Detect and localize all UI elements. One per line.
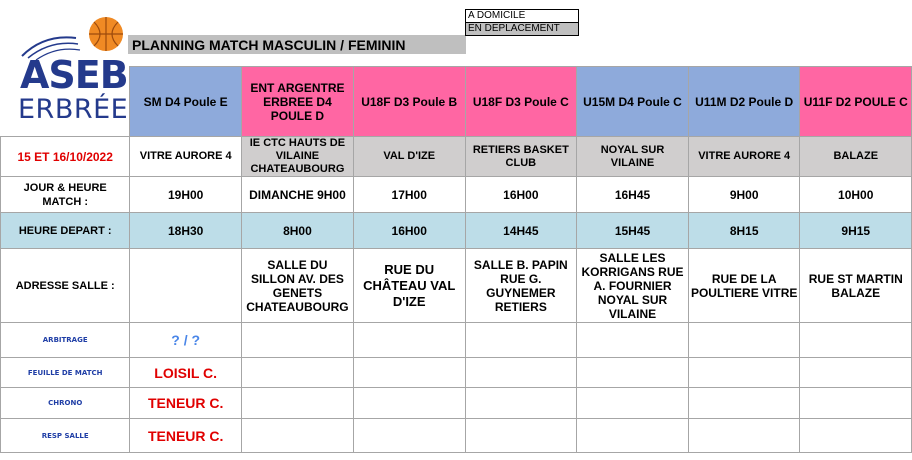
hall-manager-cell [465, 419, 577, 453]
legend [465, 9, 579, 36]
date-label: 15 ET 16/10/2022 [1, 137, 130, 177]
scoresheet-cell: LOISIL C. [130, 358, 242, 388]
team-header: U11F D2 POULE C [800, 67, 912, 137]
referee-cell [577, 323, 689, 358]
hall-manager-row [1, 419, 912, 453]
opponent-cell: VITRE AURORE 4 [130, 137, 242, 177]
hall-manager-cell [688, 419, 800, 453]
opponent-cell: NOYAL SUR VILAINE [577, 137, 689, 177]
opponent-cell: VAL D'IZE [353, 137, 465, 177]
address-cell: RUE DU CHÂTEAU VAL D'IZE [353, 249, 465, 323]
referee-label: ARBITRAGE [1, 323, 130, 358]
team-header: ENT ARGENTRE ERBREE D4 POULE D [241, 67, 353, 137]
scoresheet-cell [465, 358, 577, 388]
team-header: U18F D3 Poule C [465, 67, 577, 137]
chrono-cell [241, 388, 353, 419]
opponent-cell: IE CTC HAUTS DE VILAINE CHATEAUBOURG [241, 137, 353, 177]
match-time-label: JOUR & HEURE MATCH : [1, 177, 130, 213]
legend-away: EN DEPLACEMENT [465, 23, 579, 36]
referee-cell [241, 323, 353, 358]
chrono-cell: TENEUR C. [130, 388, 242, 419]
planning-table [0, 66, 912, 453]
hall-manager-cell [800, 419, 912, 453]
logo-cell [1, 67, 130, 137]
departure-cell: 15H45 [577, 213, 689, 249]
team-header: U18F D3 Poule B [353, 67, 465, 137]
hall-manager-cell [241, 419, 353, 453]
referee-cell [688, 323, 800, 358]
match-time-cell: 16H45 [577, 177, 689, 213]
referee-cell [353, 323, 465, 358]
address-cell [130, 249, 242, 323]
departure-cell: 18H30 [130, 213, 242, 249]
opponent-cell: RETIERS BASKET CLUB [465, 137, 577, 177]
referee-cell [800, 323, 912, 358]
address-label: ADRESSE SALLE : [1, 249, 130, 323]
opponent-cell: VITRE AURORE 4 [688, 137, 800, 177]
match-time-cell: 9H00 [688, 177, 800, 213]
team-header: SM D4 Poule E [130, 67, 242, 137]
departure-label: HEURE DEPART : [1, 213, 130, 249]
match-time-cell: DIMANCHE 9H00 [241, 177, 353, 213]
match-time-row [1, 177, 912, 213]
departure-cell: 8H15 [688, 213, 800, 249]
chrono-cell [353, 388, 465, 419]
departure-cell: 9H15 [800, 213, 912, 249]
departure-cell: 8H00 [241, 213, 353, 249]
chrono-label: CHRONO [1, 388, 130, 419]
match-time-cell: 19H00 [130, 177, 242, 213]
address-cell: SALLE B. PAPIN RUE G. GUYNEMER RETIERS [465, 249, 577, 323]
address-cell: SALLE DU SILLON AV. DES GENETS CHATEAUBOURG [241, 249, 353, 323]
departure-cell: 14H45 [465, 213, 577, 249]
scoresheet-label: FEUILLE DE MATCH [1, 358, 130, 388]
match-time-cell: 17H00 [353, 177, 465, 213]
opponent-cell: BALAZE [800, 137, 912, 177]
referee-row [1, 323, 912, 358]
scoresheet-cell [577, 358, 689, 388]
address-row [1, 249, 912, 323]
team-header-row [1, 67, 912, 137]
referee-cell: ? / ? [130, 323, 242, 358]
chrono-cell [465, 388, 577, 419]
address-cell: SALLE LES KORRIGANS RUE A. FOURNIER NOYAL SUR VILAINE [577, 249, 689, 323]
scoresheet-cell [800, 358, 912, 388]
chrono-cell [688, 388, 800, 419]
team-header: U11M D2 Poule D [688, 67, 800, 137]
address-cell: RUE DE LA POULTIERE VITRE [688, 249, 800, 323]
logo-text-erbree: ERBRÉE [18, 94, 129, 125]
address-cell: RUE ST MARTIN BALAZE [800, 249, 912, 323]
scoresheet-cell [353, 358, 465, 388]
departure-row [1, 213, 912, 249]
opponent-row [1, 137, 912, 177]
departure-cell: 16H00 [353, 213, 465, 249]
match-time-cell: 16H00 [465, 177, 577, 213]
scoresheet-cell [688, 358, 800, 388]
logo-text-aseb: ASEB [20, 53, 128, 97]
hall-manager-cell [577, 419, 689, 453]
legend-home: A DOMICILE [465, 9, 579, 23]
chrono-cell [800, 388, 912, 419]
hall-manager-cell: TENEUR C. [130, 419, 242, 453]
match-time-cell: 10H00 [800, 177, 912, 213]
chrono-row [1, 388, 912, 419]
chrono-cell [577, 388, 689, 419]
scoresheet-cell [241, 358, 353, 388]
hall-manager-cell [353, 419, 465, 453]
hall-manager-label: RESP SALLE [1, 419, 130, 453]
page-title: PLANNING MATCH MASCULIN / FEMININ [128, 35, 466, 54]
team-header: U15M D4 Poule C [577, 67, 689, 137]
referee-cell [465, 323, 577, 358]
scoresheet-row [1, 358, 912, 388]
